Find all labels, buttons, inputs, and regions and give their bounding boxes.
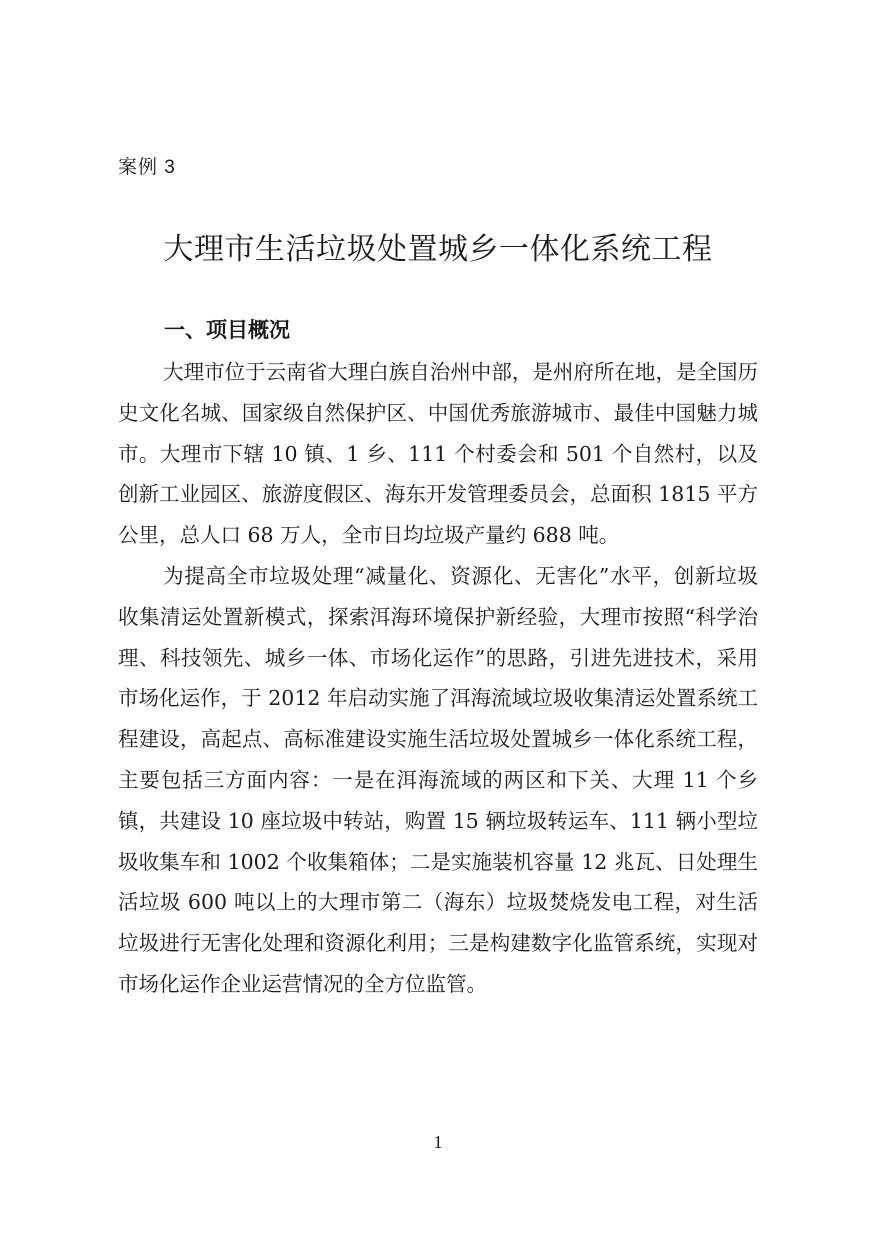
case-label: 案例 3 bbox=[118, 157, 176, 178]
page-number: 1 bbox=[433, 1132, 443, 1152]
paragraph-project-content: 为提高全市垃圾处理“减量化、资源化、无害化”水平，创新垃圾收集清运处置新模式，探索洱海环境保护新经验，大理市按照“科学治理、科技领先、城乡一体、市场化运作”的思路，引进先进技术，采用市场化运作，于 2012 年启动实施了洱海流域垃圾收集清运处置系统工程建设，高起点、高标准建设实施生活垃圾处置城乡一体化系统工程，主要包括三方面内容：一是在洱海流域的两区和下关、大理 11 个乡镇，共建设 10 座垃圾中转站，购置 15 辆垃圾转运车、111 辆小型垃圾收集车和 1002 个收集箱体；二是实施装机容量 12 兆瓦、日处理生活垃圾 600 吨以上的大理市第二（海东）垃圾焚烧发电工程，对生活垃圾进行无害化处理和资源化利用；三是构建数字化监管系统，实现对市场化运作企业运营情况的全方位监管。 bbox=[118, 563, 758, 996]
section-heading: 一、项目概况 bbox=[164, 318, 290, 342]
document-title: 大理市生活垃圾处置城乡一体化系统工程 bbox=[163, 232, 713, 267]
paragraph-overview: 大理市位于云南省大理白族自治州中部，是州府所在地，是全国历史文化名城、国家级自然保护区、中国优秀旅游城市、最佳中国魅力城市。大理市下辖 10 镇、1 乡、111 个村委会和 501 个自然村，以及创新工业园区、旅游度假区、海东开发管理委员会，总面积 1815 平方公里，总人口 68 万人，全市日均垃圾产量约 688 吨。 bbox=[118, 360, 758, 548]
body-text bbox=[118, 352, 758, 1005]
